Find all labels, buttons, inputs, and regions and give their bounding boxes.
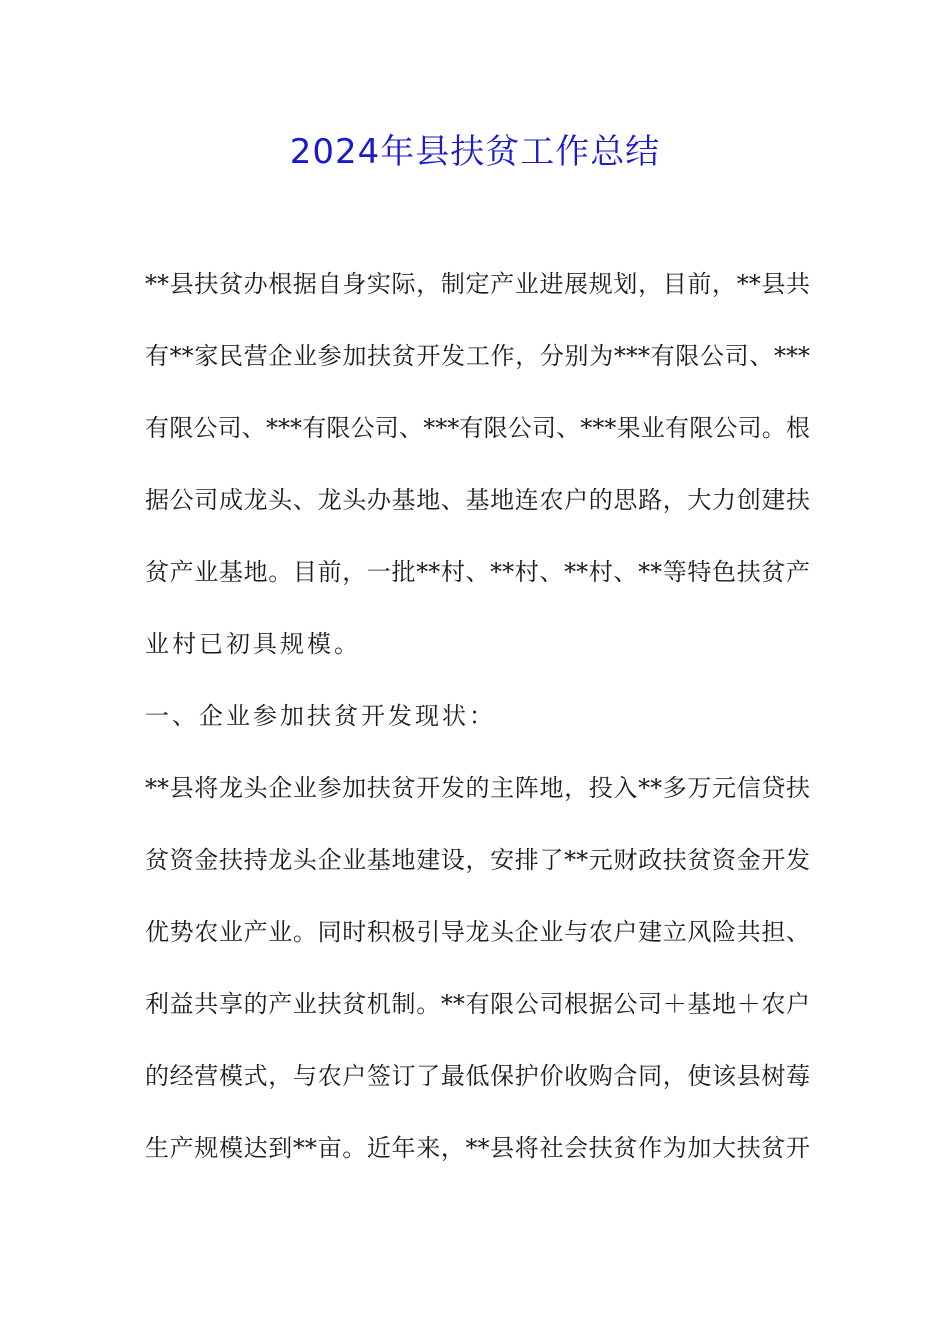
- body-line: 利益共享的产业扶贫机制。**有限公司根据公司＋基地＋农户: [145, 990, 810, 1018]
- document-body: [145, 259, 810, 1195]
- body-line: 贫资金扶持龙头企业基地建设，安排了**元财政扶贫资金开发: [145, 846, 810, 874]
- body-line: **县扶贫办根据自身实际，制定产业进展规划，目前，**县共: [145, 270, 810, 298]
- body-line: 业村已初具规模。: [145, 630, 361, 658]
- body-line: 生产规模达到**亩。近年来，**县将社会扶贫作为加大扶贫开: [145, 1134, 810, 1162]
- body-line: 有**家民营企业参加扶贫开发工作，分别为***有限公司、***: [145, 342, 810, 370]
- body-line: 贫产业基地。目前，一批**村、**村、**村、**等特色扶贫产: [145, 558, 810, 586]
- body-line: 据公司成龙头、龙头办基地、基地连农户的思路，大力创建扶: [145, 486, 810, 514]
- body-line: 的经营模式，与农户签订了最低保护价收购合同，使该县树莓: [145, 1062, 810, 1090]
- body-line: 优势农业产业。同时积极引导龙头企业与农户建立风险共担、: [145, 918, 810, 946]
- body-line: 有限公司、***有限公司、***有限公司、***果业有限公司。根: [145, 414, 810, 442]
- document-title: 2024年县扶贫工作总结: [289, 132, 661, 172]
- body-line: 一、企业参加扶贫开发现状：: [145, 702, 496, 730]
- body-line: **县将龙头企业参加扶贫开发的主阵地，投入**多万元信贷扶: [145, 774, 810, 802]
